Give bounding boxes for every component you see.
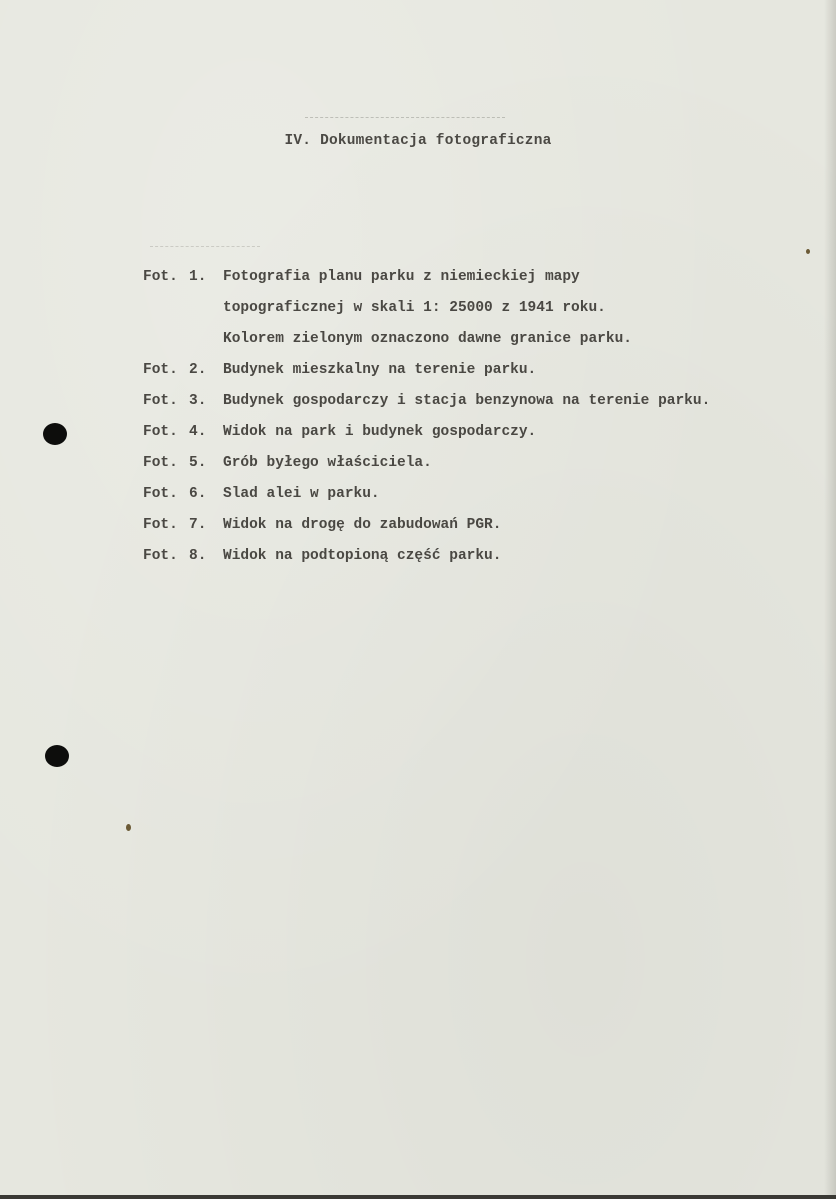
entry-line: Grób byłego właściciela. xyxy=(223,455,432,471)
entry-description xyxy=(223,417,823,448)
entry-prefix: Fot. xyxy=(143,393,178,409)
entry-line: Budynek mieszkalny na terenie parku. xyxy=(223,362,537,378)
list-item xyxy=(143,510,823,541)
list-item xyxy=(143,386,823,417)
list-item xyxy=(143,355,823,386)
entry-description xyxy=(223,541,823,572)
entry-line: Widok na podtopioną część parku. xyxy=(223,548,502,564)
ink-speck-icon xyxy=(806,249,810,254)
list-item xyxy=(143,541,823,572)
photo-documentation-list xyxy=(143,262,823,572)
entry-description xyxy=(223,262,823,355)
entry-prefix: Fot. xyxy=(143,362,178,378)
entry-prefix: Fot. xyxy=(143,517,178,533)
entry-line: Slad alei w parku. xyxy=(223,486,380,502)
entry-line: Widok na drogę do zabudowań PGR. xyxy=(223,517,502,533)
entry-description xyxy=(223,510,823,541)
entry-line: Kolorem zielonym oznaczono dawne granice parku. xyxy=(223,331,632,347)
entry-number: 4. xyxy=(189,424,207,440)
list-item xyxy=(143,448,823,479)
faint-erased-line xyxy=(305,117,505,119)
list-item xyxy=(143,417,823,448)
entry-description xyxy=(223,355,823,386)
page-edge-shadow xyxy=(824,0,836,1199)
page-bottom-edge xyxy=(0,1195,836,1199)
entry-prefix: Fot. xyxy=(143,455,178,471)
entry-description xyxy=(223,448,823,479)
entry-line: Budynek gospodarczy i stacja benzynowa na terenie parku. xyxy=(223,393,711,409)
entry-line: Fotografia planu parku z niemieckiej mapy xyxy=(223,269,580,285)
list-item xyxy=(143,262,823,355)
entry-number: 1. xyxy=(189,269,207,285)
entry-prefix: Fot. xyxy=(143,548,178,564)
entry-prefix: Fot. xyxy=(143,486,178,502)
entry-description xyxy=(223,479,823,510)
entry-prefix: Fot. xyxy=(143,424,178,440)
entry-number: 3. xyxy=(189,393,207,409)
list-item xyxy=(143,479,823,510)
entry-prefix: Fot. xyxy=(143,269,178,285)
punch-hole-icon xyxy=(45,745,69,767)
page-title: IV. Dokumentacja fotograficzna xyxy=(284,133,552,149)
entry-description xyxy=(223,386,823,417)
entry-number: 5. xyxy=(189,455,207,471)
entry-number: 6. xyxy=(189,486,207,502)
punch-hole-icon xyxy=(43,423,67,445)
entry-line: topograficznej w skali 1: 25000 z 1941 roku. xyxy=(223,300,606,316)
entry-line: Widok na park i budynek gospodarczy. xyxy=(223,424,537,440)
entry-number: 2. xyxy=(189,362,207,378)
faint-erased-line xyxy=(150,246,260,248)
ink-speck-icon xyxy=(126,824,131,831)
entry-number: 7. xyxy=(189,517,207,533)
entry-number: 8. xyxy=(189,548,207,564)
